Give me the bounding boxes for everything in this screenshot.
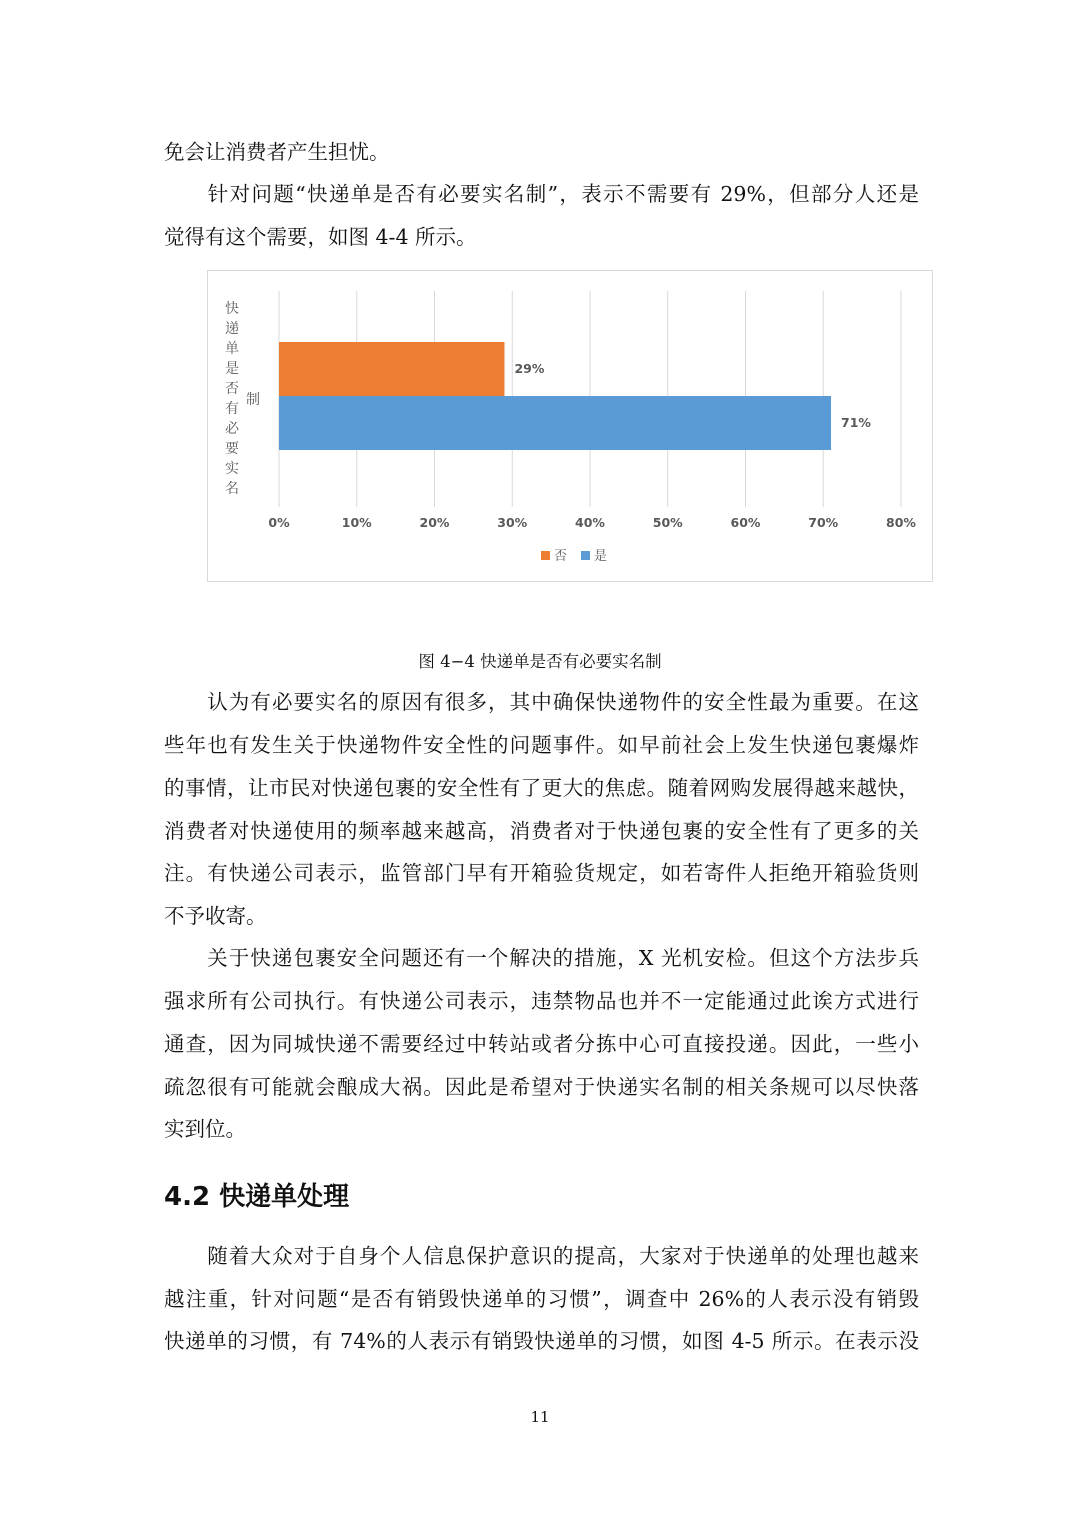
text-line: 不予收寄。 <box>164 904 267 928</box>
chart-svg <box>208 271 934 583</box>
data-label: 29% <box>514 361 545 376</box>
figure-caption: 图 4−4 快递单是否有必要实名制 <box>418 652 662 671</box>
category-label-suffix: 制 <box>246 392 260 408</box>
text-line: 免会让消费者产生担忧。 <box>164 140 390 164</box>
text-line: 快递单的习惯，有 74%的人表示有销毁快递单的习惯，如图 4-5 所示。在表示没 <box>164 1329 919 1353</box>
section-heading: 4.2 快递单处理 <box>164 1182 350 1212</box>
text-line: 些年也有发生关于快递物件安全性的问题事件。如早前社会上发生快递包裹爆炸 <box>164 733 919 757</box>
category-label-char: 递 <box>225 321 239 337</box>
data-label: 71% <box>841 415 871 430</box>
text-line: 消费者对快递使用的频率越来越高，消费者对于快递包裹的安全性有了更多的关 <box>164 819 919 843</box>
legend-swatch-是 <box>581 551 590 560</box>
category-label-char: 是 <box>225 361 239 377</box>
category-label-char: 快 <box>225 301 239 317</box>
x-tick-label: 30% <box>497 515 528 530</box>
legend-label: 否 <box>554 549 568 564</box>
legend-label: 是 <box>594 549 608 564</box>
page-number: 11 <box>530 1408 550 1426</box>
category-label-char: 有 <box>225 401 239 417</box>
text-line: 越注重，针对问题“是否有销毁快递单的习惯”，调查中 26%的人表示没有销毁 <box>164 1287 919 1311</box>
x-tick-label: 40% <box>575 515 605 530</box>
text-line: 实到位。 <box>164 1117 246 1141</box>
bar-否 <box>279 342 504 396</box>
text-line: 认为有必要实名的原因有很多，其中确保快递物件的安全性最为重要。在这 <box>164 690 919 714</box>
category-label-char: 实 <box>225 461 239 477</box>
category-label-char: 单 <box>225 341 239 357</box>
x-tick-label: 50% <box>652 515 683 530</box>
x-tick-label: 70% <box>808 515 839 530</box>
category-label-char: 否 <box>225 381 239 397</box>
text-line: 针对问题“快递单是否有必要实名制”，表示不需要有 29%，但部分人还是 <box>164 182 919 206</box>
x-tick-label: 80% <box>886 515 916 530</box>
bar-是 <box>279 396 831 450</box>
text-line: 关于快递包裹安全问题还有一个解决的措施，X 光机安检。但这个方法步兵 <box>164 946 919 970</box>
x-tick-label: 60% <box>730 515 761 530</box>
category-label-char: 必 <box>225 421 239 437</box>
x-tick-label: 10% <box>341 515 372 530</box>
text-line: 通查，因为同城快递不需要经过中转站或者分拣中心可直接投递。因此，一些小 <box>164 1032 919 1056</box>
text-line: 强求所有公司执行。有快递公司表示，违禁物品也并不一定能通过此诶方式进行 <box>164 989 919 1013</box>
legend-swatch-否 <box>541 551 550 560</box>
chart-figure-4-4 <box>207 270 933 582</box>
text-line: 注。有快递公司表示，监管部门早有开箱验货规定，如若寄件人拒绝开箱验货则 <box>164 861 919 885</box>
x-tick-label: 0% <box>268 515 290 530</box>
text-line: 随着大众对于自身个人信息保护意识的提高，大家对于快递单的处理也越来 <box>164 1244 919 1268</box>
category-label-char: 名 <box>225 481 239 497</box>
x-tick-label: 20% <box>419 515 450 530</box>
text-line: 疏忽很有可能就会酿成大祸。因此是希望对于快递实名制的相关条规可以尽快落 <box>164 1075 919 1099</box>
text-line: 觉得有这个需要，如图 4-4 所示。 <box>164 225 477 249</box>
text-line: 的事情，让市民对快递包裹的安全性有了更大的焦虑。随着网购发展得越来越快， <box>164 776 919 800</box>
category-label-char: 要 <box>225 441 239 457</box>
